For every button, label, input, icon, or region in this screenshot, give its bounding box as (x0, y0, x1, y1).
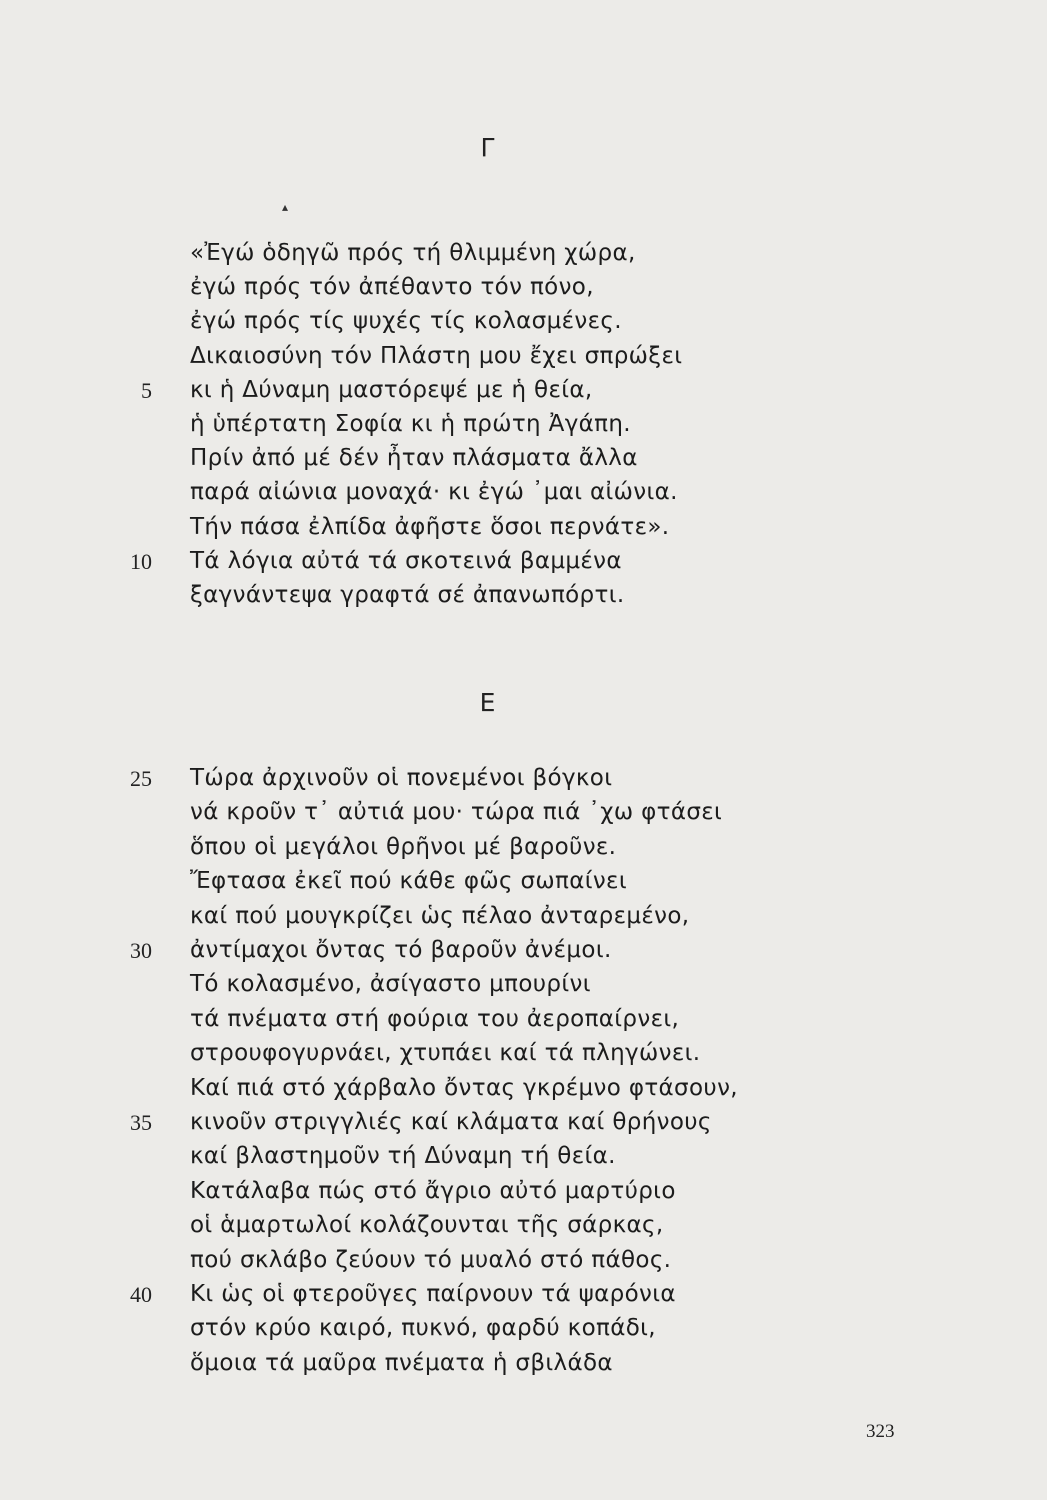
poem-line: κινοῦν στριγγλιές καί κλάματα καί θρήνους (190, 1109, 712, 1135)
poem-line: Τήν πάσα ἐλπίδα ἀφῆστε ὅσοι περνάτε». (190, 513, 670, 540)
poem-line: στρουφογυρνάει, χτυπάει καί τά πληγώνει. (190, 1040, 701, 1067)
poem-line: ἡ ὑπέρτατη Σοφία κι ἡ πρώτη Ἀγάπη. (190, 411, 631, 437)
poem-line: Δικαιοσύνη τόν Πλάστη μου ἔχει σπρώξει (190, 342, 683, 369)
line-number: 10 (130, 548, 152, 574)
poem-line: ὅμοια τά μαῦρα πνέματα ἡ σβιλάδα (190, 1349, 613, 1376)
poem-line: καί βλαστημοῦν τή Δύναμη τή θεία. (190, 1143, 616, 1170)
ornament-mark: ▴ (282, 200, 289, 214)
poem-line: Τό κολασμένο, ἀσίγαστο μπουρίνι (190, 971, 591, 998)
poem-line: κι ἡ Δύναμη μαστόρεψέ με ἡ θεία, (190, 376, 593, 403)
poem-line: νά κροῦν τ᾽ αὐτιά μου· τώρα πιά ᾽χω φτάσει (190, 799, 723, 826)
poem-line: παρά αἰώνια μοναχά· κι ἐγώ ᾽μαι αἰώνια. (190, 479, 678, 506)
poem-line: ξαγνάντεψα γραφτά σέ ἀπανωπόρτι. (190, 582, 625, 608)
poem-line: ἐγώ πρός τίς ψυχές τίς κολασμένες. (190, 308, 622, 335)
section-heading-g: Γ (480, 133, 495, 162)
poem-line: Καί πιά στό χάρβαλο ὄντας γκρέμνο φτάσουν, (190, 1074, 738, 1101)
poem-line: ὅπου οἱ μεγάλοι θρῆνοι μέ βαροῦνε. (190, 833, 617, 860)
poem-line: «Ἐγώ ὁδηγῶ πρός τή θλιμμένη χώρα, (190, 240, 636, 266)
poem-line: Πρίν ἀπό μέ δέν ἦταν πλάσματα ἄλλα (190, 445, 638, 472)
poem-line: Τά λόγια αὐτά τά σκοτεινά βαμμένα (190, 547, 622, 574)
poem-line: Τώρα ἀρχινοῦν οἱ πονεμένοι βόγκοι (190, 765, 613, 791)
poem-line: Κατάλαβα πώς στό ἄγριο αὐτό μαρτύριο (190, 1177, 676, 1204)
line-number: 40 (130, 1282, 152, 1307)
poem-line: στόν κρύο καιρό, πυκνό, φαρδύ κοπάδι, (190, 1315, 656, 1342)
poem-line: Ἔφτασα ἐκεῖ πού κάθε φῶς σωπαίνει (190, 868, 627, 895)
poem-line: οἱ ἁμαρτωλοί κολάζουνται τῆς σάρκας, (190, 1212, 664, 1239)
line-number: 25 (130, 766, 152, 791)
line-number: 30 (130, 938, 152, 963)
line-number: 35 (130, 1110, 152, 1135)
poem-line: ἀντίμαχοι ὄντας τό βαροῦν ἀνέμοι. (190, 937, 612, 963)
line-number: 5 (141, 377, 152, 403)
poem-line: καί πού μουγκρίζει ὡς πέλαο ἀνταρεμένο, (190, 902, 690, 929)
poem-line: Κι ὡς οἱ φτεροῦγες παίρνουν τά ψαρόνια (190, 1281, 676, 1307)
section-heading-e: Ε (479, 688, 496, 717)
poem-line: τά πνέματα στή φούρια του ἀεροπαίρνει, (190, 1005, 680, 1032)
page-number: 323 (866, 1421, 895, 1442)
poem-line: ἐγώ πρός τόν ἀπέθαντο τόν πόνο, (190, 274, 594, 301)
poem-line: πού σκλάβο ζεύουν τό μυαλό στό πάθος. (190, 1246, 672, 1273)
